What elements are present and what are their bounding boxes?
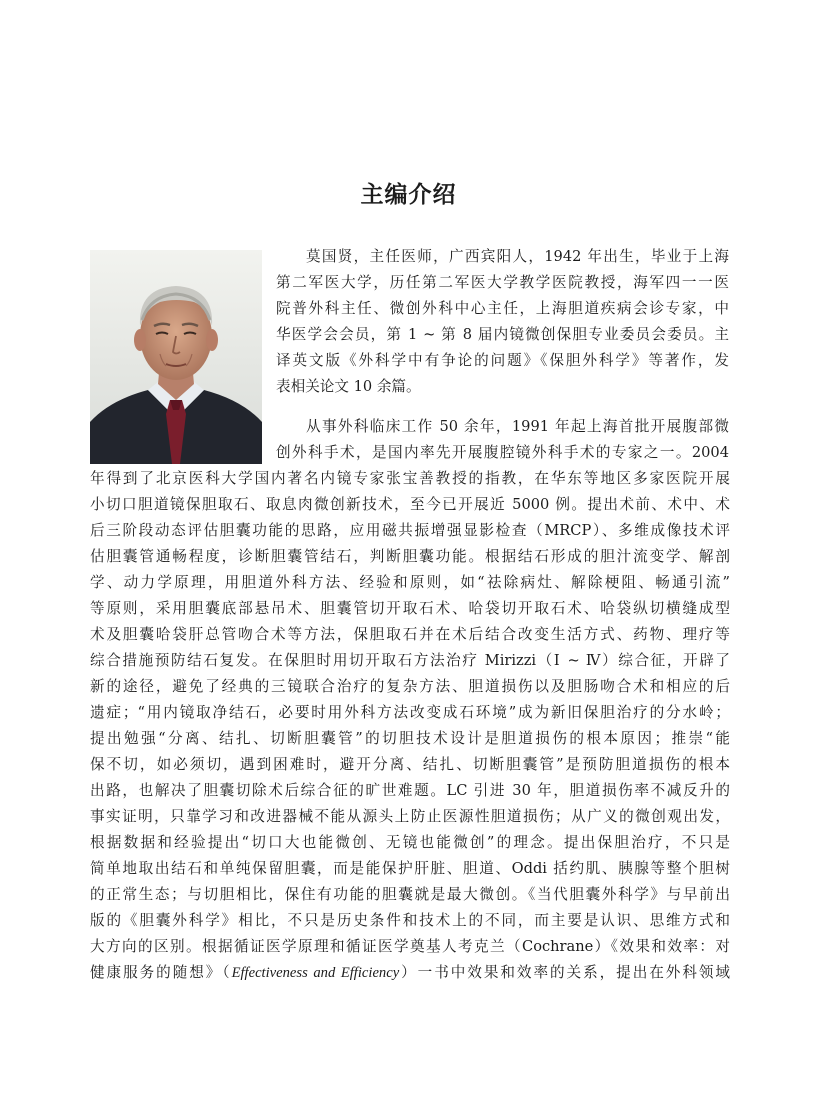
page-title: 主编介绍: [360, 181, 457, 208]
text-line: 莫国贤，主任医师，广西宾阳人，1942 年出生，毕业于上海: [306, 248, 729, 265]
text-line: 估胆囊管通畅程度，诊断胆囊管结石，判断胆囊功能。根据结石形成的胆汁流变学、解剖: [90, 548, 730, 565]
text-line-final: [90, 962, 730, 984]
text-line: 从事外科临床工作 50 余年，1991 年起上海首批开展腹部微: [306, 418, 729, 435]
text-line: 等原则，采用胆囊底部悬吊术、胆囊管切开取石术、哈袋切开取石术、哈袋纵切横缝成型: [90, 600, 730, 617]
text-line: 新的途径，避免了经典的三镜联合治疗的复杂方法、胆道损伤以及胆肠吻合术和相应的后: [90, 678, 730, 695]
text-line: 后三阶段动态评估胆囊功能的思路，应用磁共振增强显影检查（MRCP）、多维成像技术评: [90, 522, 730, 539]
text-line: 译英文版《外科学中有争论的问题》《保胆外科学》等著作，发: [276, 352, 729, 369]
text-line: 年得到了北京医科大学国内著名内镜专家张宝善教授的指教，在华东等地区多家医院开展: [90, 470, 730, 487]
text-line: 版的《胆囊外科学》相比，不只是历史条件和技术上的不同，而主要是认识、思维方式和: [90, 912, 730, 929]
text-line: 大方向的区别。根据循证医学原理和循证医学奠基人考克兰（Cochrane）《效果和效率：对: [90, 938, 730, 955]
text-line: 的正常生态；与切胆相比，保住有功能的胆囊就是最大微创。《当代胆囊外科学》与早前出: [90, 886, 730, 903]
text-line: 院普外科主任、微创外科中心主任，上海胆道疾病会诊专家，中: [276, 300, 729, 317]
text-line: 出路，也解决了胆囊切除术后综合征的旷世难题。LC 引进 30 年，胆道损伤率不减反升的: [90, 782, 730, 799]
text-line: 事实证明，只靠学习和改进器械不能从源头上防止医源性胆道损伤；从广义的微创观出发，: [90, 808, 730, 825]
text-line: 综合措施预防结石复发。在保胆时用切开取石方法治疗 Mirizzi（Ⅰ ~ Ⅳ）综合征，开辟了: [90, 652, 730, 669]
book-title-english: Effectiveness and Efficiency: [231, 965, 400, 981]
author-portrait: [90, 250, 262, 464]
text-line: 小切口胆道镜保胆取石、取息肉微创新技术，至今已开展近 5000 例。提出术前、术中、术: [90, 496, 730, 513]
text-line: 第二军医大学，历任第二军医大学教学医院教授，海军四一一医: [276, 274, 729, 291]
text-line: 遗症；“用内镜取净结石，必要时用外科方法改变成石环境”成为新旧保胆治疗的分水岭；: [90, 704, 730, 721]
text-line: 学、动力学原理，用胆道外科方法、经验和原则，如“祛除病灶、解除梗阻、畅通引流”: [90, 574, 730, 591]
text-segment: ）一书中效果和效率的关系，提出在外科领域: [399, 964, 731, 981]
text-line: 简单地取出结石和单纯保留胆囊，而是能保护肝脏、胆道、Oddi 括约肌、胰腺等整个胆树: [90, 860, 730, 877]
text-line: 术及胆囊哈袋肝总管吻合术等方法，保胆取石并在术后结合改变生活方式、药物、理疗等: [90, 626, 730, 643]
text-line: 表相关论文 10 余篇。: [276, 378, 421, 395]
text-line: 提出勉强“分离、结扎、切断胆囊管”的切胆技术设计是胆道损伤的根本原因；推崇“能: [90, 730, 730, 747]
text-line: 根据数据和经验提出“切口大也能微创、无镜也能微创”的理念。提出保胆治疗，不只是: [90, 834, 730, 851]
text-line: 华医学会会员，第 1 ~ 第 8 届内镜微创保胆专业委员会委员。主: [276, 326, 729, 343]
text-line: 保不切，如必须切，遇到困难时，避开分离、结扎、切断胆囊管”是预防胆道损伤的根本: [90, 756, 730, 773]
text-line: 创外科手术，是国内率先开展腹腔镜外科手术的专家之一。2004: [276, 444, 729, 461]
text-segment: 健康服务的随想》（: [90, 964, 232, 981]
